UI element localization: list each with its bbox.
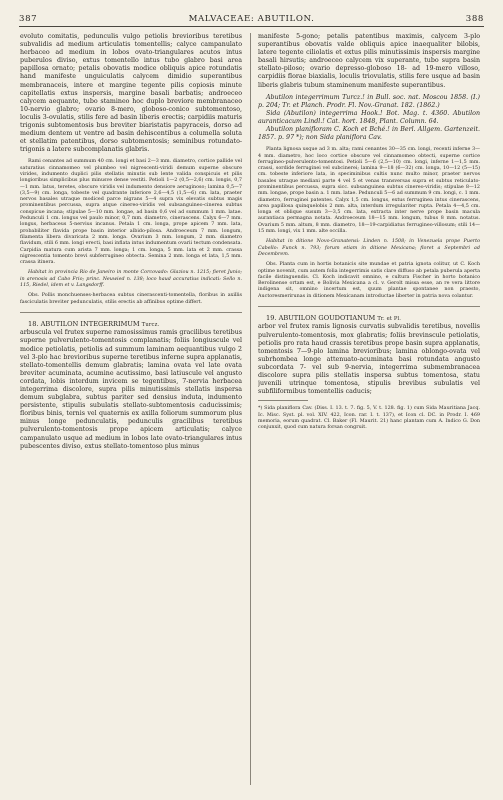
species-19-heading — [258, 314, 480, 323]
description-end: manifeste 5-gono; petalis patentibus maximis, calycem 3-plo superantibus obovatis valde obliquis apice inaequaliter bilobis, latere tegente ciliolatis et extus pilis minutissimis inspersis margine basali hirsutis; androeceo calycem vix superante, tubo supra basin stellato-piloso; ovario depresso-globoso 18- ad 19-mero villoso, carpidiis florae biaxialis, loculis triovulatis, stilis fere usque ad basin liberis glabris tubum staminenum manifeste superantibus. — [258, 33, 480, 89]
species-18-description: arbuscula vel frutex superne ramosissimus ramis gracilibus teretibus superne pulverulento-tomentosis complanatis; foliis longiuscule vel modice petiolatis, petiolis ad summum laminam aequantibus vulgo 2 vel 3-plo hac brevioribus superne teretibus inferne supra applanatis, stellato-tomentellis demum glabratis; lamina ovata vel late ovata breviter acuminata, acumine acutissimo, basi latiuscule vel angusto cordata, lobis interdum invicem se tegentibus, 7-nervia herbacea integerrima discolore, supra pilis minutissimis stellatis inspersa demum subglabra, subtus pariter sed densius induta, indumento persistente, stipulis subulatis stellato-subtomentosis caducissimis; floribus binis, ternis vel quaternis ex axilla foliorum summorum plus minus longe pedunculatis, pedunculis gracilibus teretibus pulverulento-tomentosis prope apicem articulatis; calyce campanulato usque ad medium in lobos late ovato-triangulares intus pubescentes diviso, extus stellato-tomentoso plus minus — [20, 329, 242, 450]
description-continued: evoluto comitatis, pedunculis vulgo petiolis brevioribus teretibus subvalidis ad medium articulatis tomentellis; calyce campanulato herbaceo ad medium in lobos ovato-triangulares acutos intus puberulos diviso, extus tomentello intus tubo glabro basi area papillosa ornato; petalis obovatis modice obliquis apice rotundatis hand manifeste unguiculatis calycem dimidio superantibus membranaceis, intere et margine tegente pilis copiosis minute capitellatis extus inspersis, margine basali barbatis; androeceo calycem aequante, tubo stamineo hoc duplo breviore membranaceo 10-nervio glabro; ovario 8-mero, globoso-conico subtomentoso, loculis 3-ovulatis, stilis fere ad basin liberis erectis; carpidiis maturis trigonis subtomentosis bus breviter biaristatis papyraceis, dorso ad medium dentem ut ventre ad basin dehiscentibus a columella soluta et stellatim patentibus, dorso subtomentosis; seminibus rotundato-trigonis a latere subcomplanatis glabris. — [20, 33, 242, 154]
species-19-name: ABUTILON GOUDOTIANUM — [278, 314, 376, 323]
species-19-author: Tr. et Pl. — [377, 316, 402, 323]
species-18-number: 18. — [28, 319, 39, 328]
species-18-name: ABUTILON INTEGERRIMUM — [40, 319, 140, 328]
observation-note-right: Obs. Planta cum in hortis botanicis site mundae et patria ignota colitur, ut C. Koch optime novenit, cum autem folia integerrimis satis clare diffuso ab petala puberula aperta facile distinguendis. Cl. Koch indicavit omnino, e cultura Fischer in horto botanico Berolinense ortam est, e Bolivia Mexicana a cl. v. Gerolt missa esse, an re vera littore indigena sit, omnino incertum est, quum plantae spontanee non praesto, Auctoresmerirunas in ditionem Mexicanam introductae liberter in patria nova colantur. — [258, 261, 480, 299]
header-rule — [19, 26, 484, 27]
morphology-notes: Rami cenantes ad summum 40 cm. longi et basi 2—3 mm. diametro, cortice pallide vel saturatius cinnamomeo vel plumbeo vel nigrescenti-viridi demum superne obscure virides, indumento duplici pilis stellatis minutis sub lente valida conspicuis et pilis longioribus simplicibus plus minusve dense vestiti. Petioli 1—2 (0,5—2,6) cm. longis, 0,7—1 mm. latus, teretes, obscure viridis vel indumento densiore aeruginoso; lamina 0,5—7 (3,5—9) cm. longa, tobeste vel quadrante inferiore 2,6—4,5 (1,5—6) cm. lata, praeter nervos basales utraque modiced parce nigrans 5—4 supra vix elevatis subtus magis prominentibus percussa, supra atque cinereo-viridis vel subsanguineo-cinerea subtus conspicue incana; stipulae 5—10 mm. longae, ad basin 0,6 vel ad summum 1 mm. latae. Pedunculi 1 cm. longus vel paulo minor, 0,7 mm. diametro, cinerascens. Calyx 6—7 mm. longus, herbaceus 5-nervius incanus. Petala 1 cm. longa, prope apicem 7 mm. lata, probabiliter flavida prope basin interior albido-pilosa. Androeceum 7 mm. longum, filamenta libera divaricata 2 mm. longa. Ovarium 3 mm. longum, 2 mm. diametro flavidum, stili 6 mm. longi erecti, basi inflata intus indumentum ovarii tectum condensata. Carpidia matura cum arista 7 mm. longa; 1 cm. longa, 5 mm. lata et 2 mm. crassa nigrescentia tomento brevi subferrugineo obtecta. Semina 2 mm. longa et lata, 1,5 mm. crassa itinera. — [20, 158, 242, 266]
right-column — [258, 33, 480, 785]
species-19-number: 19. — [266, 314, 277, 323]
page-number-right: 388 — [465, 14, 484, 24]
species-19-description: arbor vel frutex ramis lignosis curvatis subvalidis teretibus, novellis pulverulento-tomentosis, mox glabratis; foliis brevinscule petiolatis, petiolis pro rata haud crassis teretibus prope basin supra applanatis, tomentosis 7—9-plo lamina brevioribus; lamina oblongo-ovata vel subrhombea longe attenuato-acuminata basi rotundata angusto subcordata 7- vel sub 9-nervia, integerrima submembranacea discolore supra pilis stellatis inspersa subtus tomentosa, statu juvenili utrinque tomentosa, stipulis brevibus subulatis vel subfiliformibus tomentellis caducis; — [258, 323, 480, 396]
running-title: MALVACEAE: ABUTILON. — [188, 14, 315, 24]
species-18-author: Turcz. — [141, 321, 160, 328]
column-gutter-rule — [250, 33, 251, 785]
citation-2: Sida (Abutilon) integerrima Hook.! Bot. Mag. t. 4360. Abutilon auranticacum Lindl.! Cat. hort. 1848, Plant. Column. 64. — [258, 109, 480, 125]
habitat-note: Habitat in provincia Rio de Janeiro in monte Corcovado: Glaziou n. 1215; fieret Junio; in arenosis ad Cabo Frio; princ. Neuwied n. 138; loco haud accuratius indicati: Sello n. 115, Riedel, idem et v. Langsdorff. — [20, 269, 242, 289]
morphology-notes-right: Planta lignosa usque ad 3 m. alta; rami cenantes 30—35 cm. longi, recenti inferne 3—4 mm. diametro, hoc loco cortice obscure vel cinnamomeo obtecti, superne cortice ferrugineo-pulverulento-tomentosi. Petioli 5—6 (2,5—10) cm. longi, inferne 1—1,5 mm. crassi, sordide ferruginei vel subcinerei; lamina 9—18 (6—32) cm. longa, 10—12 (5—15) cm. tobeste inferiore lata, in speciminibus cultis nunc multo minor, praeter nervos basales utraque mediani parte 4 vel 5 et venas transversas supra et subtus reticulato-prominentibus percussa, supra sicc. subsanguinea subtus cinereo-viridis; stipulae 8—12 mm. longae, prope basin a. 1 mm. latae. Pedunculi 5—6 ad summum 9 cm. longi, c. 1 mm. diametro, ferruginei patentes. Calyx 1,5 cm. longus, extus ferruginea intus cinerascens, area papillosa quinquelobis 2 mm. alta, interdum irregulariter rupta. Petala 4—4,5 cm. longa et oblique susum 3—3,5 cm. lata, extracta inter nerve prope basin macula aurantiaca permagna notata. Androeceum 18—15 mm. longum, tubus 8 mm. notatus. Ovarium 5 mm. altum, 8 mm. diametro, 18—19-carpidiatus ferrugineo-villosum; stili 14—15 mm. longi, vix 1 mm. alte occilla. — [258, 146, 480, 235]
observation-note: Obs. Pollis monchuenses-herbacea subtus cinerascenti-tomentella, floribus in axillis fasciculatis breviter pedunculatis, stilis erectis ab affinibus optime differt. — [20, 292, 242, 305]
footnote: *) Sida planiflora Cav. (Diss. I. 13. t. 7. fig. 5, V. t. 128. fig. 1) cum Sida Mauritiana Jacq. Ic. Misc. Syst. pl. vol. XIV. 422, Icon. rar. I. t. 137), et Icon cl. DC. in Prodr. I. 469 memoria, eorum quadrat. Cl. Baker (Fl. Maurit. 21) hanc plantam cum A. Indico G. Don conjunxit, quod cum natura forsan congruit. — [258, 405, 480, 431]
citation-3: Abutilon planifloram C. Koch et Bché.! in Berl. Allgem. Gartenzeit. 1857. p. 97 *); non Sida planiflora Cav. — [258, 126, 480, 142]
citation-1: Abutilon integerrimum Turcz.! in Bull. soc. nat. Moscou 1858. (I.) p. 204; Tr. et Planch. Prodr. Fl. Nov.-Granat. 182. (1862.) — [258, 93, 480, 109]
habitat-note-right: Habitat in ditione Novo-Granatensi: Linden n. 1508; in Venezuela prope Puerto Cabello: Funck n. 793; forum etiam in ditione Mexicana; floret a Septembri ad Decembrem. — [258, 238, 480, 257]
species-18-heading — [20, 320, 242, 329]
page-number-left: 387 — [19, 14, 38, 24]
left-column — [20, 33, 242, 785]
